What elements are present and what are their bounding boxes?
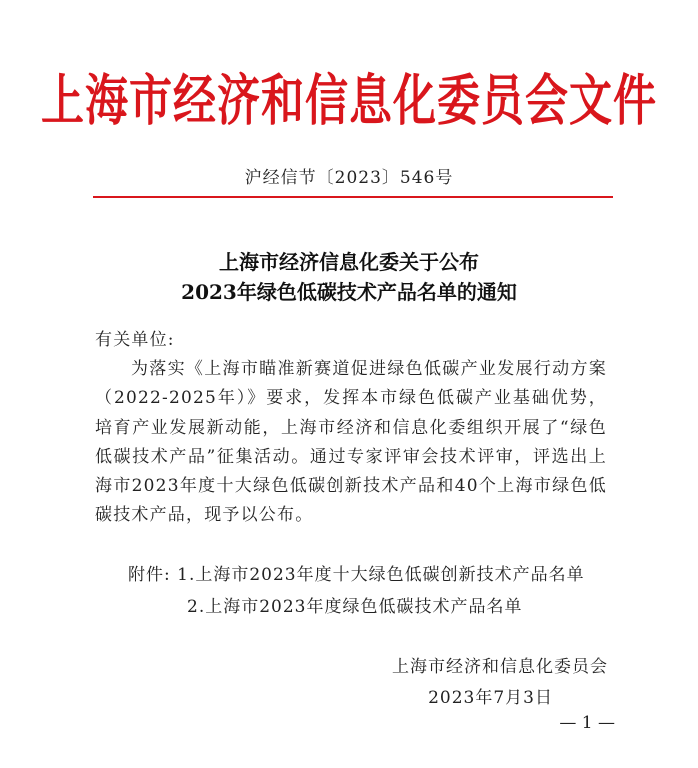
document-number: 沪经信节〔2023〕546号	[244, 168, 454, 188]
attachment-label: 附件:	[128, 565, 171, 585]
document-title-line-2: 2023年绿色低碳技术产品名单的通知	[181, 280, 517, 304]
attachment-item-2: 2.上海市2023年度绿色低碳技术产品名单	[187, 597, 523, 617]
attachment-item-1	[128, 560, 585, 585]
attachment-text: 1.上海市2023年度十大绿色低碳创新技术产品名单	[177, 565, 585, 585]
document-title-line-1: 上海市经济信息化委关于公布	[219, 250, 479, 274]
signature-organization: 上海市经济和信息化委员会	[392, 657, 608, 677]
page-number: — 1 —	[559, 713, 615, 733]
red-divider-line	[93, 196, 613, 198]
document-masthead: 上海市经济和信息化委员会文件	[41, 69, 657, 134]
body-paragraph: 为落实《上海市瞄准新赛道促进绿色低碳产业发展行动方案（2022-2025年）》要求，发挥本市绿色低碳产业基础优势，培育产业发展新动能，上海市经济和信息化委组织开展了“绿色低碳技术产品”征集活动。通过专家评审会技术评审，评选出上海市2023年度十大绿色低碳创新技术产品和40个上海市绿色低碳技术产品，现予以公布。	[95, 359, 607, 526]
salutation: 有关单位:	[95, 330, 175, 350]
signature-date: 2023年7月3日	[428, 688, 553, 708]
